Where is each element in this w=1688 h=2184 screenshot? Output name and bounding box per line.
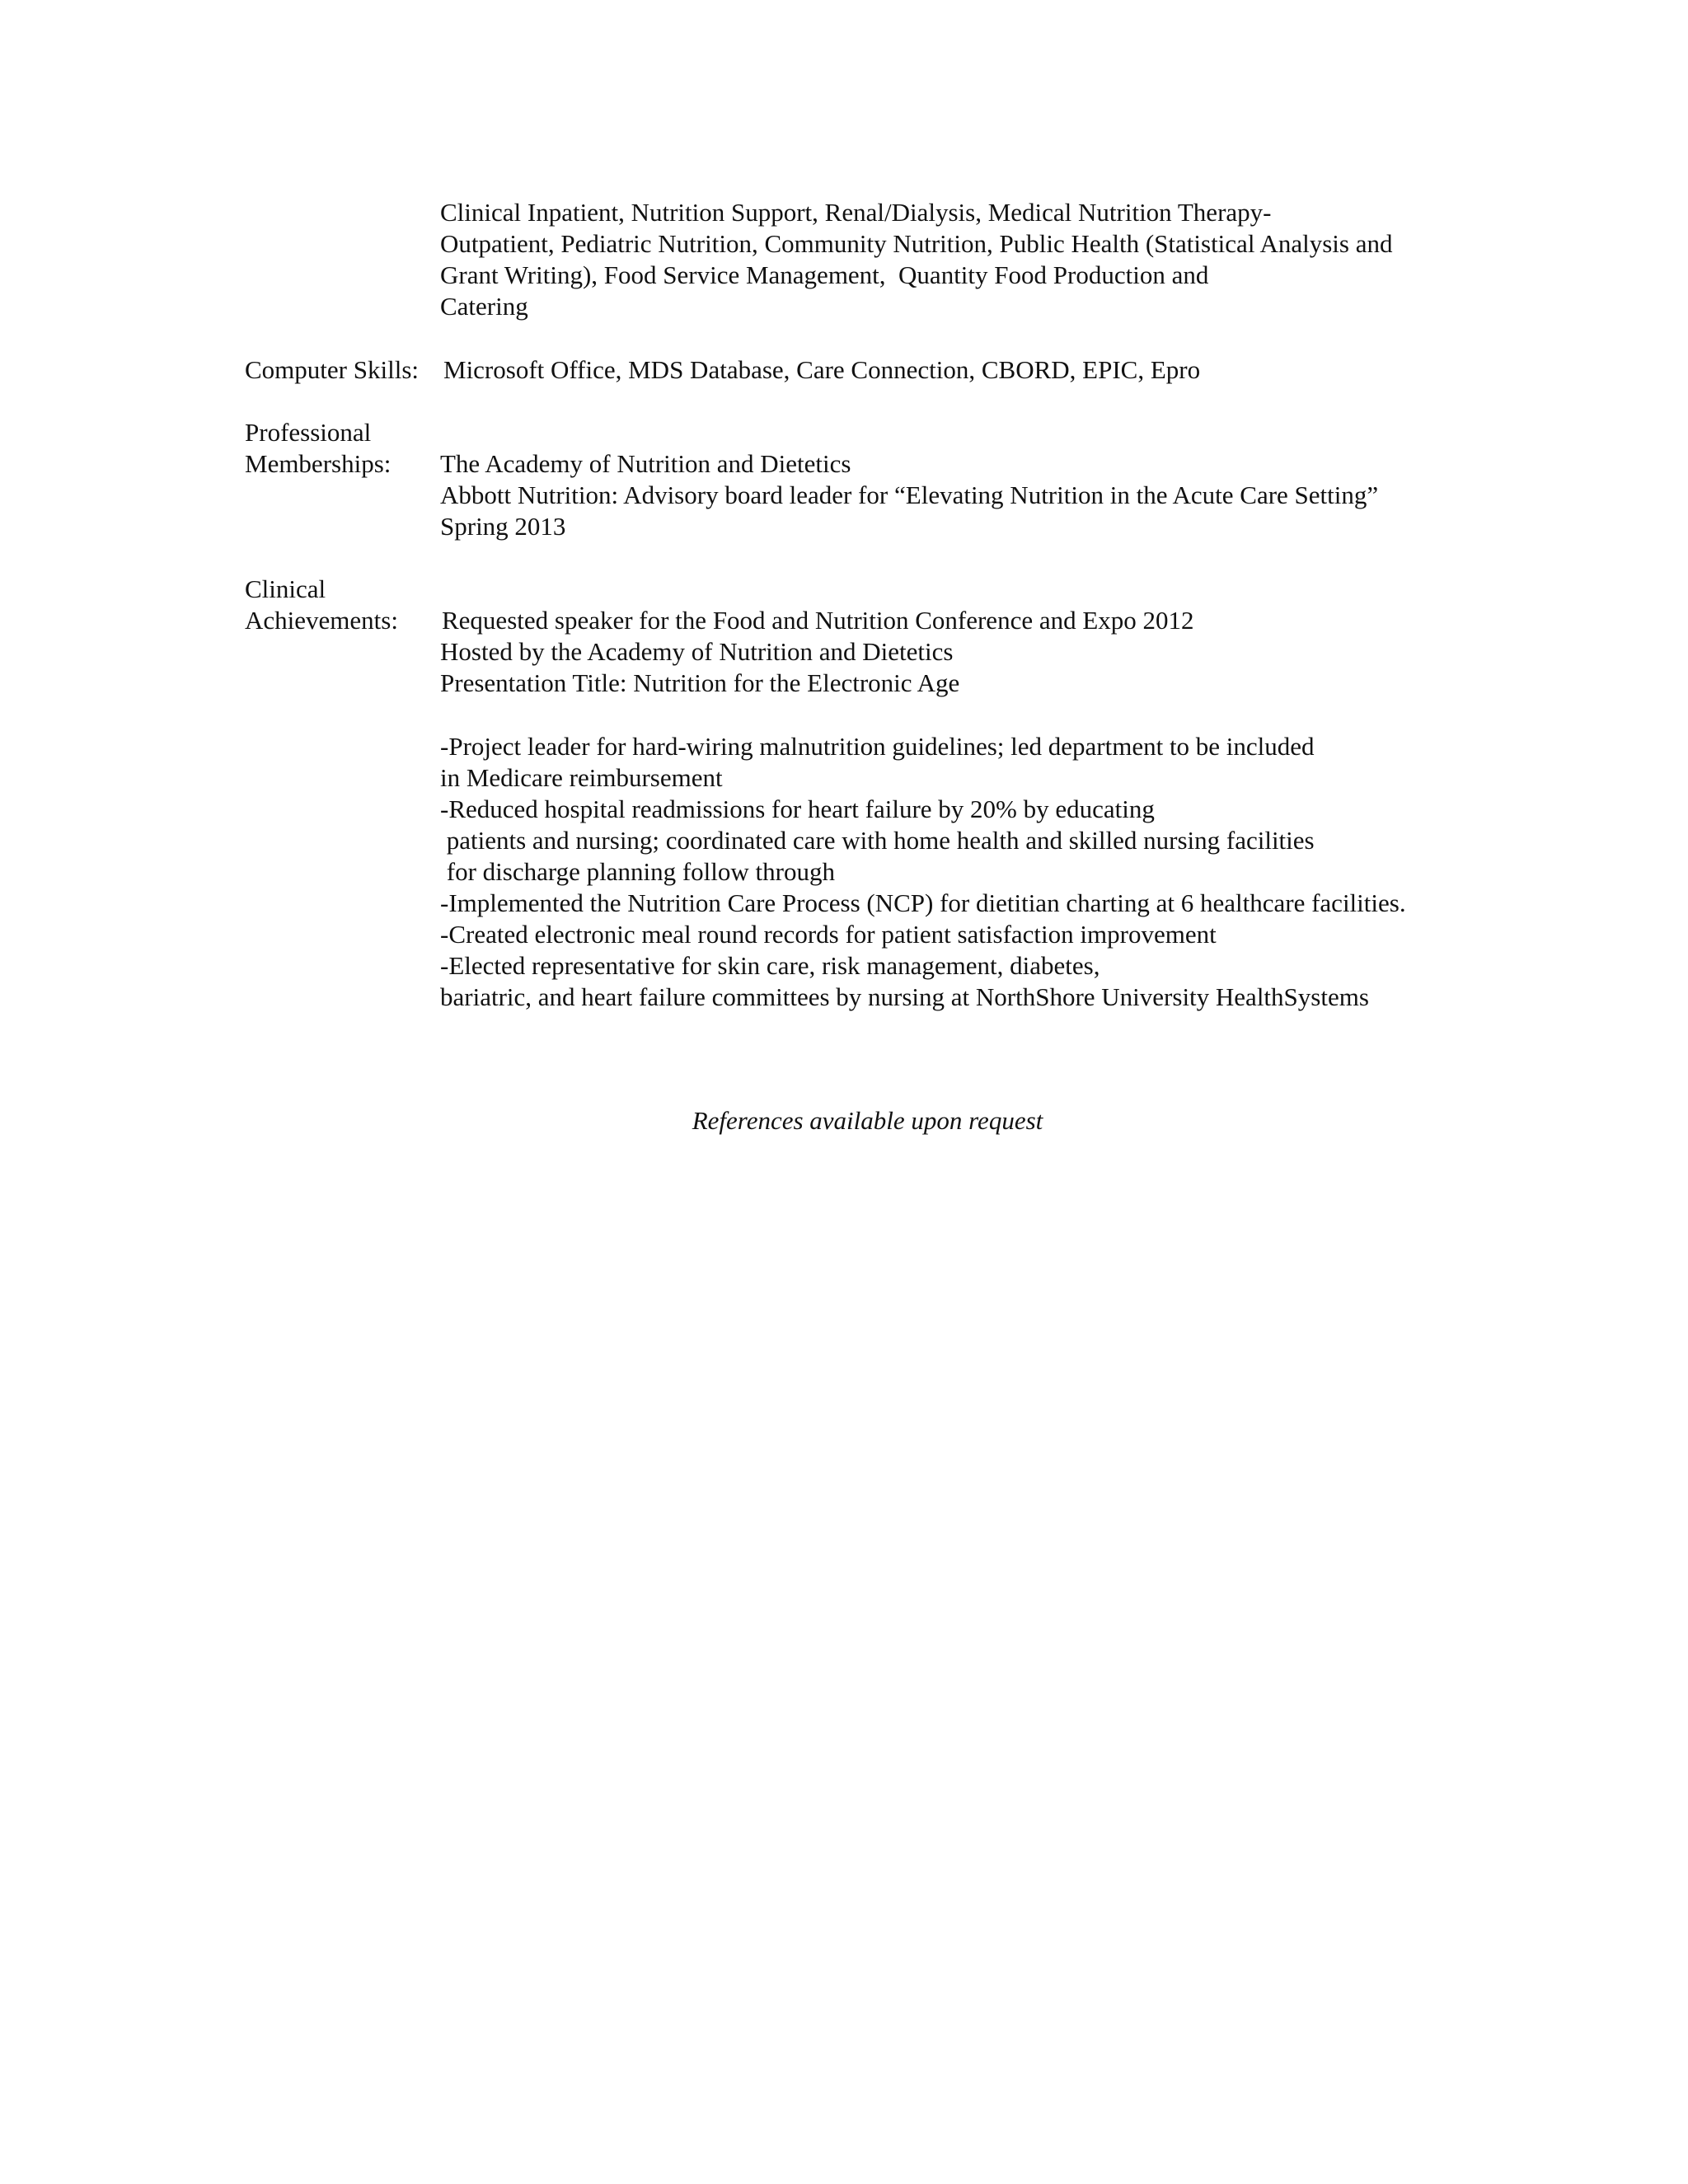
achievements-label: Clinical: [245, 574, 326, 603]
achievement-line: -Elected representative for skin care, risk management, diabetes,: [440, 951, 1100, 980]
achievement-line: -Project leader for hard-wiring malnutrition guidelines; led department to be included: [440, 732, 1315, 761]
membership-line: Spring 2013: [440, 512, 566, 541]
achievement-line: -Implemented the Nutrition Care Process (NCP) for dietitian charting at 6 healthcare facilities.: [440, 888, 1406, 917]
achievement-line: -Created electronic meal round records for patient satisfaction improvement: [440, 920, 1217, 949]
experience-line: Catering: [440, 292, 528, 321]
achievement-line: patients and nursing; coordinated care with home health and skilled nursing facilities: [440, 826, 1315, 855]
experience-line: Clinical Inpatient, Nutrition Support, Renal/Dialysis, Medical Nutrition Therapy-: [440, 198, 1272, 227]
achievement-line: -Reduced hospital readmissions for heart failure by 20% by educating: [440, 794, 1155, 823]
achievement-line: in Medicare reimbursement: [440, 763, 723, 792]
computer-skills-label: Computer Skills:: [245, 355, 419, 384]
memberships-label: Memberships:: [245, 449, 392, 478]
experience-line: Outpatient, Pediatric Nutrition, Community Nutrition, Public Health (Statistical Analysis and: [440, 229, 1393, 258]
membership-line: Abbott Nutrition: Advisory board leader for “Elevating Nutrition in the Acute Care Setting”: [440, 480, 1379, 509]
speaker-line: Hosted by the Academy of Nutrition and Dietetics: [440, 637, 954, 666]
computer-skills-value: Microsoft Office, MDS Database, Care Connection, CBORD, EPIC, Epro: [443, 355, 1201, 384]
references-note: References available upon request: [692, 1106, 1043, 1135]
speaker-line: Requested speaker for the Food and Nutrition Conference and Expo 2012: [442, 606, 1194, 635]
achievement-line: bariatric, and heart failure committees by nursing at NorthShore University HealthSystems: [440, 982, 1369, 1011]
memberships-label: Professional: [245, 418, 372, 447]
membership-line: The Academy of Nutrition and Dietetics: [440, 449, 851, 478]
experience-line: Grant Writing), Food Service Management, Quantity Food Production and: [440, 260, 1209, 289]
achievements-label: Achievements:: [245, 606, 398, 635]
achievement-line: for discharge planning follow through: [440, 857, 835, 886]
speaker-line: Presentation Title: Nutrition for the Electronic Age: [440, 668, 960, 697]
